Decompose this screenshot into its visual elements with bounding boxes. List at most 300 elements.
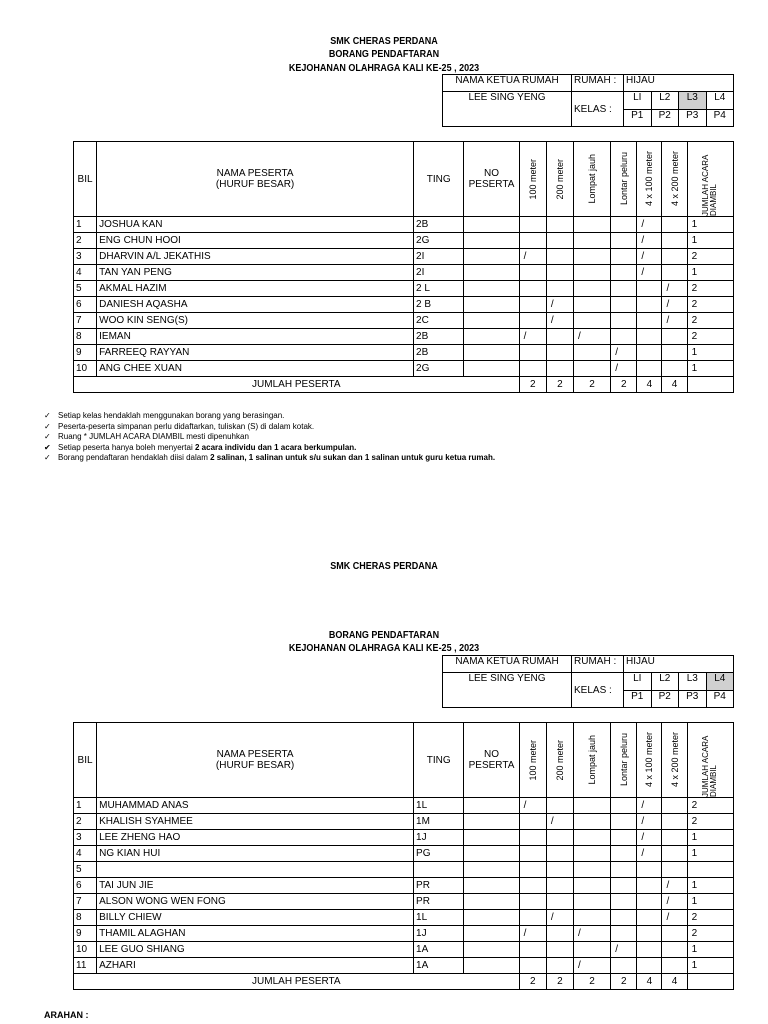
ting-cell: 1L <box>414 910 464 926</box>
event-mark-cell: / <box>611 345 637 361</box>
name-cell: LEE GUO SHIANG <box>97 942 414 958</box>
house-label: RUMAH : <box>572 75 624 92</box>
house-info-table-1 <box>442 74 734 127</box>
total-cell: 2 <box>546 377 573 393</box>
event-mark-cell <box>611 878 637 894</box>
col-no-sub: PESERTA <box>468 760 515 771</box>
class-cell: P4 <box>706 691 734 708</box>
participant-row <box>74 361 734 377</box>
event-mark-cell <box>611 814 637 830</box>
bil-cell: 8 <box>74 910 97 926</box>
school-name-1: SMK CHERAS PERDANA <box>330 36 438 47</box>
event-mark-cell <box>519 910 546 926</box>
event-label: Lompat jauh <box>587 735 598 785</box>
event-mark-cell <box>546 233 573 249</box>
event-total-cell <box>687 862 733 878</box>
event-mark-cell <box>519 345 546 361</box>
event-total-cell: 1 <box>687 233 733 249</box>
col-ting: TING <box>414 723 464 798</box>
bil-cell: 8 <box>74 329 97 345</box>
event-mark-cell <box>637 862 662 878</box>
event-mark-cell <box>546 329 573 345</box>
event-mark-cell: / <box>662 297 687 313</box>
event-mark-cell <box>637 894 662 910</box>
event-mark-cell <box>546 926 573 942</box>
event-mark-cell <box>546 249 573 265</box>
total-cell: 2 <box>573 974 610 990</box>
event-mark-cell <box>519 233 546 249</box>
arahan-label: ARAHAN : <box>44 1010 89 1020</box>
col-name-sub: (HURUF BESAR) <box>215 179 295 190</box>
bil-cell: 11 <box>74 958 97 974</box>
class-cell: P3 <box>679 110 707 127</box>
col-name <box>97 723 414 798</box>
note-text: Ruang * JUMLAH ACARA DIAMBIL mesti dipenuhkan <box>58 432 249 441</box>
no-cell <box>464 265 519 281</box>
event-mark-cell <box>637 910 662 926</box>
bil-cell: 4 <box>74 846 97 862</box>
col-event <box>637 723 662 798</box>
bil-cell: 1 <box>74 798 97 814</box>
col-bil: BIL <box>74 723 97 798</box>
ting-cell: 2I <box>414 265 464 281</box>
event-total-cell: 1 <box>687 958 733 974</box>
ting-cell: PG <box>414 846 464 862</box>
event-mark-cell <box>662 830 687 846</box>
event-mark-cell <box>637 878 662 894</box>
note-text: Peserta-peserta simpanan perlu didaftarkan, tuliskan (S) di dalam kotak. <box>58 421 315 431</box>
name-cell: TAN YAN PENG <box>97 265 414 281</box>
bil-cell: 7 <box>74 894 97 910</box>
bil-cell: 3 <box>74 830 97 846</box>
note-bold: 2 acara individu dan 1 acara berkumpulan. <box>195 442 357 452</box>
totals-label: JUMLAH PESERTA <box>74 974 520 990</box>
note-item <box>44 443 495 454</box>
col-bil: BIL <box>74 142 97 217</box>
participant-row <box>74 217 734 233</box>
bil-cell: 9 <box>74 926 97 942</box>
captain-name: LEE SING YENG <box>443 92 572 127</box>
note-item <box>44 432 495 443</box>
event-mark-cell: / <box>662 281 687 297</box>
event-mark-cell: / <box>546 313 573 329</box>
class-cell: P1 <box>624 691 652 708</box>
participant-row <box>74 249 734 265</box>
event-mark-cell <box>546 846 573 862</box>
event-mark-cell <box>573 910 610 926</box>
event-total-cell: 1 <box>687 894 733 910</box>
col-event <box>546 142 573 217</box>
note-item <box>44 411 495 422</box>
ting-cell <box>414 862 464 878</box>
event-mark-cell: / <box>637 830 662 846</box>
event-label: 4 x 200 meter <box>669 732 680 788</box>
house-info-table-2 <box>442 655 734 708</box>
participant-row <box>74 329 734 345</box>
event-mark-cell <box>546 281 573 297</box>
event-mark-cell <box>519 814 546 830</box>
notes-list <box>44 411 495 464</box>
no-cell <box>464 942 519 958</box>
event-mark-cell <box>573 361 610 377</box>
name-cell: BILLY CHIEW <box>97 910 414 926</box>
form-title-1: BORANG PENDAFTARAN <box>328 49 440 60</box>
event-mark-cell <box>546 894 573 910</box>
event-mark-cell <box>546 361 573 377</box>
event-mark-cell <box>546 830 573 846</box>
total-label: JUMLAH ACARA DIAMBIL <box>701 736 719 797</box>
captain-label: NAMA KETUA RUMAH <box>443 656 572 673</box>
no-cell <box>464 345 519 361</box>
event-label: 100 meter <box>527 739 538 781</box>
participant-row <box>74 958 734 974</box>
event-mark-cell: / <box>611 942 637 958</box>
participant-row <box>74 830 734 846</box>
participant-row <box>74 926 734 942</box>
col-event <box>573 723 610 798</box>
col-event <box>662 142 687 217</box>
event-total-cell: 2 <box>687 313 733 329</box>
event-label: Lontar peluru <box>618 733 629 787</box>
col-event <box>662 723 687 798</box>
event-mark-cell <box>637 329 662 345</box>
event-mark-cell <box>662 249 687 265</box>
col-no-label: NO <box>483 749 499 760</box>
total-cell: 4 <box>637 974 662 990</box>
event-mark-cell <box>573 862 610 878</box>
class-label: KELAS : <box>572 673 624 708</box>
bil-cell: 10 <box>74 361 97 377</box>
event-mark-cell <box>611 329 637 345</box>
event-total-cell: 1 <box>687 217 733 233</box>
total-cell: 2 <box>611 974 637 990</box>
totals-row <box>74 377 734 393</box>
ting-cell: 2 L <box>414 281 464 297</box>
event-total-cell: 2 <box>687 297 733 313</box>
event-total-cell: 1 <box>687 361 733 377</box>
col-no <box>464 142 519 217</box>
event-mark-cell <box>546 958 573 974</box>
event-mark-cell: / <box>573 926 610 942</box>
event-mark-cell <box>637 958 662 974</box>
house-value: HIJAU <box>624 656 734 673</box>
event-mark-cell: / <box>519 798 546 814</box>
event-title-1: KEJOHANAN OLAHRAGA KALI KE-25 , 2023 <box>288 63 480 74</box>
event-mark-cell <box>637 297 662 313</box>
event-label: 4 x 200 meter <box>669 151 680 207</box>
col-event <box>573 142 610 217</box>
participant-row <box>74 846 734 862</box>
event-mark-cell <box>637 313 662 329</box>
event-mark-cell <box>662 846 687 862</box>
event-mark-cell <box>611 830 637 846</box>
ting-cell: PR <box>414 878 464 894</box>
event-mark-cell: / <box>573 958 610 974</box>
no-cell <box>464 361 519 377</box>
event-mark-cell <box>519 958 546 974</box>
total-cell: 4 <box>637 377 662 393</box>
col-no-sub: PESERTA <box>468 179 515 190</box>
class-label: KELAS : <box>572 92 624 127</box>
event-mark-cell: / <box>637 798 662 814</box>
event-mark-cell: / <box>637 846 662 862</box>
event-mark-cell: / <box>662 878 687 894</box>
event-mark-cell <box>662 361 687 377</box>
col-event <box>611 142 637 217</box>
name-cell: JOSHUA KAN <box>97 217 414 233</box>
participant-row <box>74 313 734 329</box>
event-mark-cell <box>546 265 573 281</box>
check-icon: ✔ <box>44 442 51 452</box>
participant-row <box>74 297 734 313</box>
participant-row <box>74 814 734 830</box>
event-mark-cell: / <box>637 249 662 265</box>
ting-cell: 2B <box>414 217 464 233</box>
event-mark-cell <box>662 942 687 958</box>
col-name-sub: (HURUF BESAR) <box>215 760 295 771</box>
col-event <box>519 142 546 217</box>
event-mark-cell <box>611 233 637 249</box>
class-cell: LI <box>624 92 652 110</box>
event-mark-cell <box>546 878 573 894</box>
event-mark-cell <box>637 942 662 958</box>
event-mark-cell <box>573 878 610 894</box>
no-cell <box>464 329 519 345</box>
event-mark-cell <box>662 329 687 345</box>
bil-cell: 5 <box>74 862 97 878</box>
school-name-2: SMK CHERAS PERDANA <box>330 561 438 572</box>
event-mark-cell <box>637 345 662 361</box>
event-mark-cell <box>519 862 546 878</box>
no-cell <box>464 297 519 313</box>
participant-row <box>74 281 734 297</box>
ting-cell: 2B <box>414 329 464 345</box>
total-cell: 2 <box>573 377 610 393</box>
house-label: RUMAH : <box>572 656 624 673</box>
event-mark-cell <box>546 217 573 233</box>
no-cell <box>464 814 519 830</box>
name-cell: TAI JUN JIE <box>97 878 414 894</box>
event-mark-cell <box>662 265 687 281</box>
event-mark-cell <box>546 862 573 878</box>
event-total-cell: 2 <box>687 329 733 345</box>
event-mark-cell <box>519 830 546 846</box>
col-total <box>687 723 733 798</box>
name-cell: AZHARI <box>97 958 414 974</box>
class-cell: P3 <box>679 691 707 708</box>
name-cell: NG KIAN HUI <box>97 846 414 862</box>
event-total-cell: 2 <box>687 249 733 265</box>
note-item <box>44 453 495 464</box>
event-label: 4 x 100 meter <box>644 151 655 207</box>
event-mark-cell: / <box>546 814 573 830</box>
event-total-cell: 2 <box>687 281 733 297</box>
ting-cell: 1L <box>414 798 464 814</box>
total-cell: 2 <box>519 974 546 990</box>
no-cell <box>464 798 519 814</box>
name-cell: IEMAN <box>97 329 414 345</box>
ting-cell: 1M <box>414 814 464 830</box>
no-cell <box>464 313 519 329</box>
event-mark-cell <box>519 281 546 297</box>
ting-cell: 2B <box>414 345 464 361</box>
event-mark-cell <box>611 217 637 233</box>
event-mark-cell <box>573 846 610 862</box>
bil-cell: 3 <box>74 249 97 265</box>
event-mark-cell <box>546 798 573 814</box>
event-mark-cell <box>662 926 687 942</box>
name-cell: FARREEQ RAYYAN <box>97 345 414 361</box>
event-mark-cell <box>637 926 662 942</box>
ting-cell: 1J <box>414 926 464 942</box>
event-total-cell: 1 <box>687 345 733 361</box>
bil-cell: 9 <box>74 345 97 361</box>
event-mark-cell <box>573 798 610 814</box>
bil-cell: 2 <box>74 814 97 830</box>
event-mark-cell <box>519 217 546 233</box>
no-cell <box>464 910 519 926</box>
bil-cell: 2 <box>74 233 97 249</box>
event-total-cell: 1 <box>687 942 733 958</box>
form-title-2: BORANG PENDAFTARAN <box>328 630 440 641</box>
name-cell: WOO KIN SENG(S) <box>97 313 414 329</box>
participant-row <box>74 910 734 926</box>
note-bold: 2 salinan, 1 salinan untuk s/u sukan dan 1 salinan untuk guru ketua rumah. <box>210 453 496 462</box>
col-event <box>611 723 637 798</box>
registration-table-1 <box>73 141 734 393</box>
ting-cell: 1A <box>414 958 464 974</box>
name-cell: ENG CHUN HOOI <box>97 233 414 249</box>
name-cell: ALSON WONG WEN FONG <box>97 894 414 910</box>
total-cell: 2 <box>519 377 546 393</box>
totals-label: JUMLAH PESERTA <box>74 377 520 393</box>
event-mark-cell <box>611 265 637 281</box>
ting-cell: 2G <box>414 233 464 249</box>
no-cell <box>464 249 519 265</box>
name-cell: DANIESH AQASHA <box>97 297 414 313</box>
no-cell <box>464 878 519 894</box>
captain-label: NAMA KETUA RUMAH <box>443 75 572 92</box>
col-total <box>687 142 733 217</box>
no-cell <box>464 830 519 846</box>
event-mark-cell <box>573 942 610 958</box>
captain-name: LEE SING YENG <box>443 673 572 708</box>
event-mark-cell <box>519 894 546 910</box>
note-text: Borang pendaftaran hendaklah diisi dalam <box>58 453 208 462</box>
event-mark-cell <box>573 217 610 233</box>
name-cell <box>97 862 414 878</box>
event-mark-cell: / <box>611 361 637 377</box>
registration-table-2 <box>73 722 734 990</box>
event-mark-cell <box>573 265 610 281</box>
event-mark-cell <box>611 313 637 329</box>
event-label: Lontar peluru <box>618 152 629 206</box>
event-mark-cell <box>662 798 687 814</box>
ting-cell: 2C <box>414 313 464 329</box>
col-no-label: NO <box>483 168 499 179</box>
event-mark-cell: / <box>637 814 662 830</box>
event-mark-cell <box>611 894 637 910</box>
event-mark-cell: / <box>573 329 610 345</box>
event-mark-cell <box>611 862 637 878</box>
ting-cell: 2G <box>414 361 464 377</box>
ting-cell: 1A <box>414 942 464 958</box>
event-mark-cell: / <box>519 926 546 942</box>
total-cell-empty <box>687 377 733 393</box>
event-mark-cell <box>573 233 610 249</box>
event-total-cell: 1 <box>687 878 733 894</box>
event-mark-cell <box>611 958 637 974</box>
bil-cell: 6 <box>74 297 97 313</box>
event-total-cell: 2 <box>687 798 733 814</box>
participant-row <box>74 894 734 910</box>
col-ting: TING <box>414 142 464 217</box>
col-name-label: NAMA PESERTA <box>216 168 294 179</box>
class-cell-selected: L4 <box>706 673 734 691</box>
participant-row <box>74 798 734 814</box>
event-mark-cell: / <box>546 910 573 926</box>
col-name-label: NAMA PESERTA <box>216 749 294 760</box>
participant-row <box>74 233 734 249</box>
event-mark-cell: / <box>662 910 687 926</box>
event-total-cell: 1 <box>687 846 733 862</box>
ting-cell: PR <box>414 894 464 910</box>
event-mark-cell <box>611 297 637 313</box>
event-title-2: KEJOHANAN OLAHRAGA KALI KE-25 , 2023 <box>288 643 480 654</box>
event-mark-cell <box>573 249 610 265</box>
event-mark-cell <box>573 345 610 361</box>
participant-row <box>74 862 734 878</box>
event-label: 100 meter <box>527 158 538 200</box>
no-cell <box>464 958 519 974</box>
name-cell: THAMIL ALAGHAN <box>97 926 414 942</box>
total-label: JUMLAH ACARA DIAMBIL <box>701 155 719 216</box>
total-cell: 2 <box>546 974 573 990</box>
event-mark-cell <box>637 361 662 377</box>
no-cell <box>464 217 519 233</box>
participant-row <box>74 345 734 361</box>
note-text: Setiap kelas hendaklah menggunakan borang yang berasingan. <box>58 411 285 420</box>
no-cell <box>464 281 519 297</box>
name-cell: ANG CHEE XUAN <box>97 361 414 377</box>
event-mark-cell <box>546 345 573 361</box>
event-total-cell: 2 <box>687 814 733 830</box>
check-icon: ✓ <box>44 432 51 441</box>
event-total-cell: 1 <box>687 265 733 281</box>
no-cell <box>464 846 519 862</box>
check-icon: ✓ <box>44 411 51 420</box>
participant-row <box>74 265 734 281</box>
class-cell: L2 <box>651 92 679 110</box>
class-cell: L3 <box>679 673 707 691</box>
name-cell: AKMAL HAZIM <box>97 281 414 297</box>
event-mark-cell <box>637 281 662 297</box>
name-cell: KHALISH SYAHMEE <box>97 814 414 830</box>
col-no <box>464 723 519 798</box>
event-mark-cell <box>573 814 610 830</box>
event-mark-cell <box>611 281 637 297</box>
event-label: 200 meter <box>554 158 565 200</box>
total-cell: 4 <box>662 974 687 990</box>
event-total-cell: 1 <box>687 830 733 846</box>
event-mark-cell: / <box>546 297 573 313</box>
participant-row <box>74 878 734 894</box>
no-cell <box>464 233 519 249</box>
event-mark-cell <box>519 878 546 894</box>
event-mark-cell <box>573 894 610 910</box>
class-cell: L2 <box>651 673 679 691</box>
check-icon: ✓ <box>44 421 51 431</box>
